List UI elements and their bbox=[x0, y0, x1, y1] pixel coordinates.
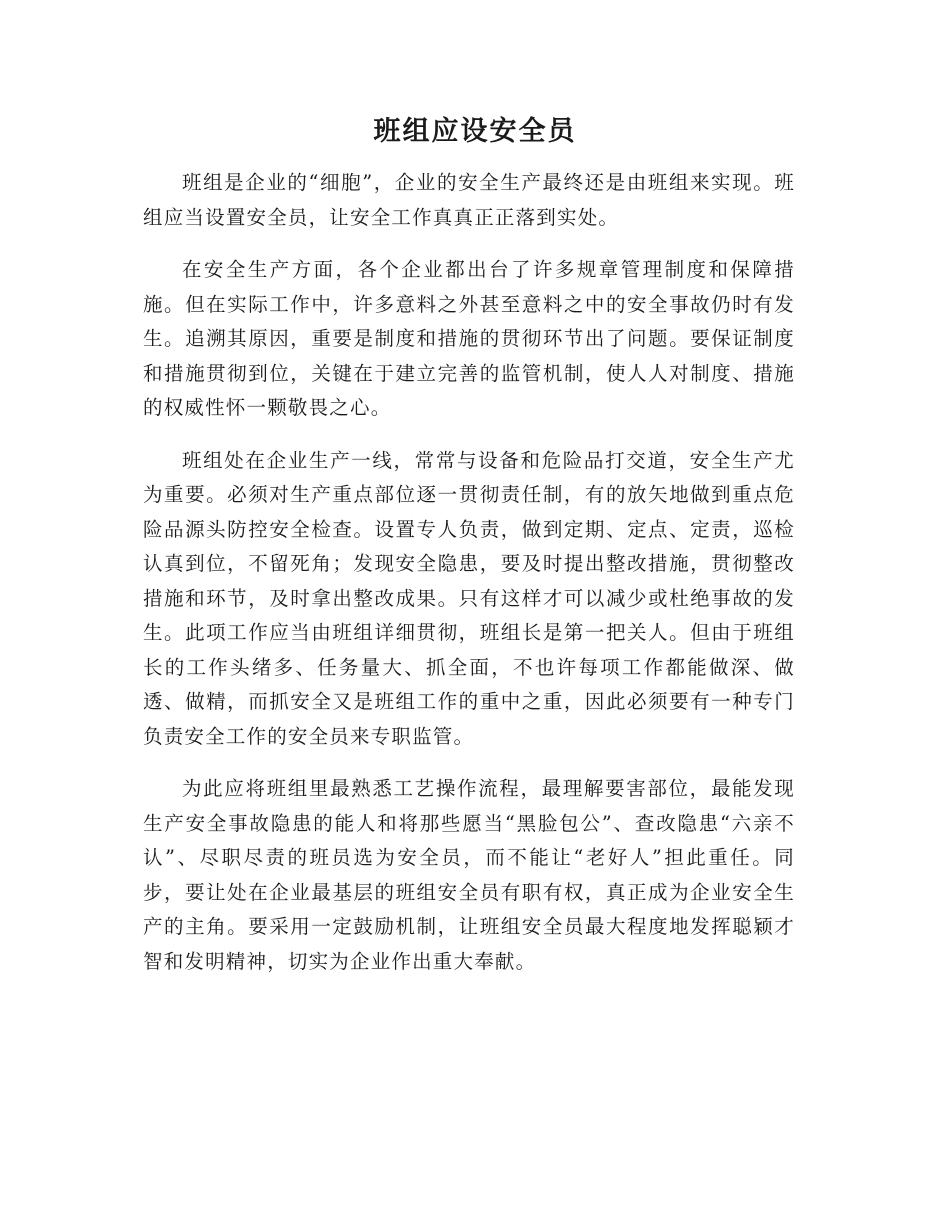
document-body bbox=[143, 166, 795, 979]
paragraph-3: 班组处在企业生产一线，常常与设备和危险品打交道，安全生产尤为重要。必须对生产重点部位逐一贯彻责任制，有的放矢地做到重点危险品源头防控安全检查。设置专人负责，做到定期、定点、定责，巡检认真到位，不留死角；发现安全隐患，要及时提出整改措施，贯彻整改措施和环节，及时拿出整改成果。只有这样才可以减少或杜绝事故的发生。此项工作应当由班组详细贯彻，班组长是第一把关人。但由于班组长的工作头绪多、任务量大、抓全面，不也许每项工作都能做深、做透、做精，而抓安全又是班组工作的重中之重，因此必须要有一种专门负责安全工作的安全员来专职监管。 bbox=[143, 448, 795, 748]
paragraph-4: 为此应将班组里最熟悉工艺操作流程，最理解要害部位，最能发现生产安全事故隐患的能人和将那些愿当“黑脸包公”、查改隐患“六亲不认”、尽职尽责的班员选为安全员，而不能让“老好人”担此重任。同步，要让处在企业最基层的班组安全员有职有权，真正成为企业安全生产的主角。要采用一定鼓励机制，让班组安全员最大程度地发挥聪颖才智和发明精神，切实为企业作出重大奉献。 bbox=[143, 777, 795, 973]
paragraph-1: 班组是企业的“细胞”，企业的安全生产最终还是由班组来实现。班组应当设置安全员，让安全工作真真正正落到实处。 bbox=[143, 171, 795, 229]
paragraph-2: 在安全生产方面，各个企业都出台了许多规章管理制度和保障措施。但在实际工作中，许多意料之外甚至意料之中的安全事故仍时有发生。追溯其原因，重要是制度和措施的贯彻环节出了问题。要保证制度和措施贯彻到位，关键在于建立完善的监管机制，使人人对制度、措施的权威性怀一颗敬畏之心。 bbox=[143, 258, 795, 419]
document-title: 班组应设安全员 bbox=[373, 116, 577, 147]
